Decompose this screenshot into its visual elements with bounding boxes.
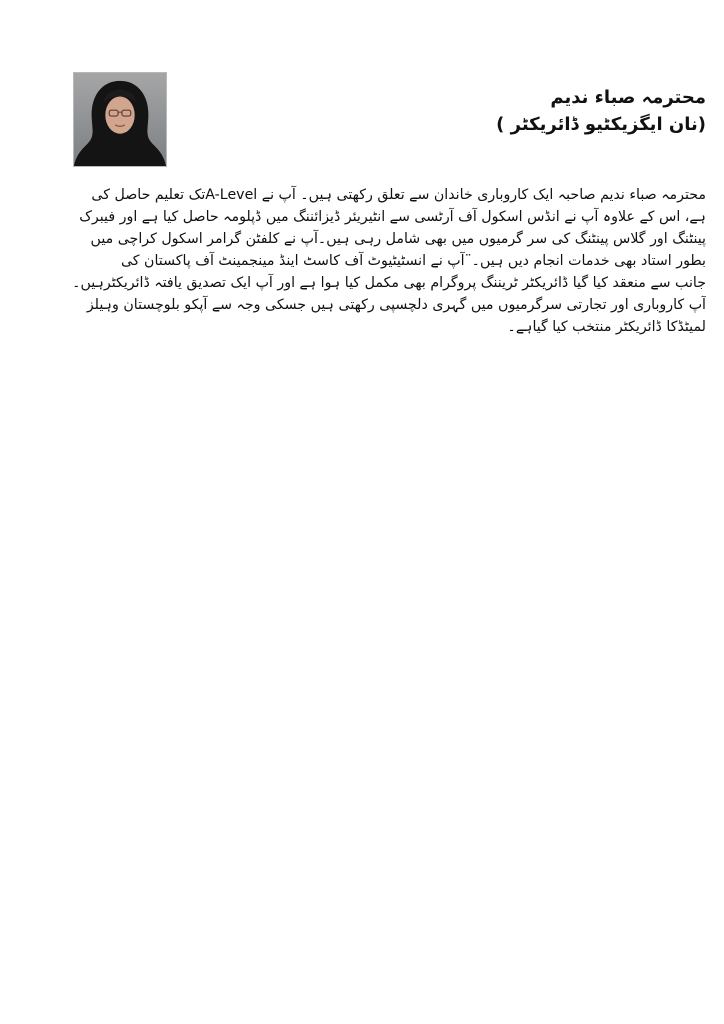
biography-line: پینٹنگ اور گلاس پینٹنگ کی سر گرمیوں میں بھی شامل رہی ہیں۔آپ نے کلفٹن گرامر اسکول کراچی میں — [90, 231, 706, 247]
profile-photo-image — [74, 73, 166, 166]
biography-paragraph — [42, 184, 706, 338]
profile-header — [346, 84, 706, 138]
profile-role: (نان ایگزیکٹیو ڈائریکٹر ) — [496, 114, 706, 135]
biography-line: آپ کاروباری اور تجارتی سرگرمیوں میں گہری دلچسپی رکھتی ہیں جسکی وجہ سے آپکو بلوچستان وہیلز — [86, 297, 706, 313]
biography-line: محترمہ صباء ندیم صاحبہ ایک کاروباری خاندان سے تعلق رکھتی ہیں۔ آپ نے A-Levelتک تعلیم حاصل کی — [91, 187, 706, 203]
biography-line: بطور استاد بھی خدمات انجام دیں ہیں۔¨آپ نے انسٹیٹیوٹ آف کاسٹ اینڈ مینجمینٹ آف پاکستان کی — [120, 253, 706, 269]
biography-line: جانب سے منعقد کیا گیا ڈائریکٹر ٹریننگ پروگرام بھی مکمل کیا ہوا ہے اور آپ ایک تصدیق یافتہ ڈائریکٹرہیں۔ — [72, 275, 706, 291]
biography-line: لمیٹڈکا ڈائریکٹر منتخب کیا گیاہے۔ — [507, 319, 706, 335]
biography-line: ہے، اس کے علاوہ آپ نے انڈس اسکول آف آرٹسی سے انٹیریئر ڈیزائننگ میں ڈپلومہ حاصل کیا ہے اور فیبرک — [79, 209, 706, 225]
profile-photo — [73, 72, 167, 167]
profile-name: محترمہ صباء ندیم — [550, 87, 706, 108]
